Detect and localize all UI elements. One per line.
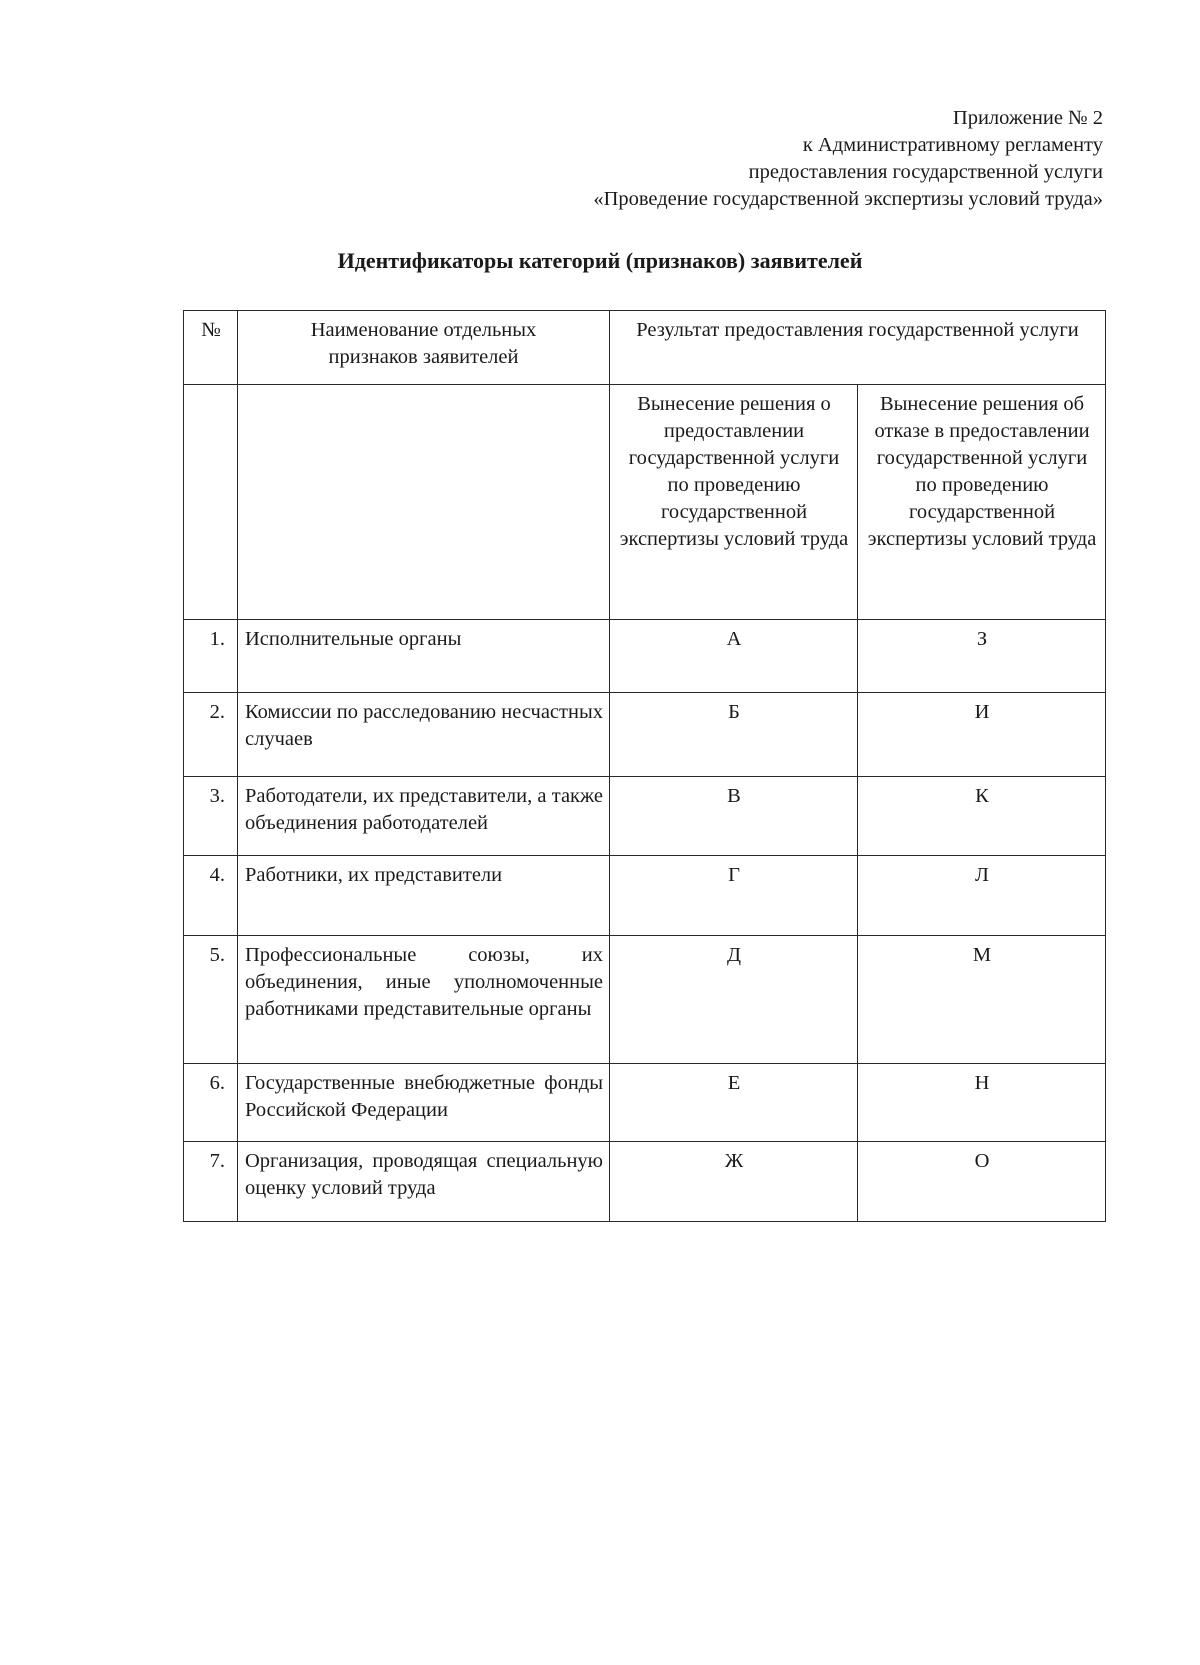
appendix-line: к Административному регламенту (802, 134, 1103, 156)
row-name: Государственные внебюджетные фонды Российской Федерации (238, 1064, 610, 1142)
row-name: Исполнительные органы (238, 620, 610, 693)
row-negative-code: И (858, 693, 1106, 777)
row-positive-code: Д (610, 936, 858, 1064)
table-row (184, 936, 1106, 1064)
row-num: 1. (184, 620, 238, 693)
row-negative-code: К (858, 777, 1106, 856)
row-negative-code: О (858, 1142, 1106, 1222)
identifiers-table (183, 310, 1106, 1222)
table-subheader-row (184, 385, 1106, 620)
row-positive-code: Б (610, 693, 858, 777)
subheader-empty-num (184, 385, 238, 620)
row-num: 6. (184, 1064, 238, 1142)
table-row (184, 693, 1106, 777)
row-name: Комиссии по расследованию несчастных случаев (238, 693, 610, 777)
header-result: Результат предоставления государственной услуги (610, 311, 1106, 385)
row-negative-code: Н (858, 1064, 1106, 1142)
row-num: 2. (184, 693, 238, 777)
appendix-header (403, 105, 1103, 213)
table-row (184, 620, 1106, 693)
row-positive-code: Ж (610, 1142, 858, 1222)
subheader-empty-name (238, 385, 610, 620)
header-negative: Вынесение решения об отказе в предоставлении государственной услуги по проведению государственной экспертизы условий труда (858, 385, 1106, 620)
row-num: 7. (184, 1142, 238, 1222)
table-row (184, 856, 1106, 936)
row-name: Профессиональные союзы, их объединения, иные уполномоченные работниками представительные органы (238, 936, 610, 1064)
table-header-row (184, 311, 1106, 385)
header-positive: Вынесение решения о предоставлении государственной услуги по проведению государственной экспертизы условий труда (610, 385, 858, 620)
row-positive-code: Е (610, 1064, 858, 1142)
header-name: Наименование отдельных признаков заявителей (238, 311, 610, 385)
row-name: Работодатели, их представители, а также объединения работодателей (238, 777, 610, 856)
row-negative-code: Л (858, 856, 1106, 936)
table-row (184, 777, 1106, 856)
table-row (184, 1142, 1106, 1222)
row-positive-code: В (610, 777, 858, 856)
row-num: 4. (184, 856, 238, 936)
table-row (184, 1064, 1106, 1142)
appendix-line: Приложение № 2 (952, 107, 1103, 129)
row-num: 3. (184, 777, 238, 856)
appendix-line: «Проведение государственной экспертизы условий труда» (593, 188, 1103, 210)
row-name: Работники, их представители (238, 856, 610, 936)
header-num: № (184, 311, 238, 385)
row-positive-code: Г (610, 856, 858, 936)
row-num: 5. (184, 936, 238, 1064)
row-name: Организация, проводящая специальную оценку условий труда (238, 1142, 610, 1222)
row-negative-code: М (858, 936, 1106, 1064)
row-negative-code: З (858, 620, 1106, 693)
document-title: Идентификаторы категорий (признаков) заявителей (337, 248, 863, 273)
row-positive-code: А (610, 620, 858, 693)
appendix-line: предоставления государственной услуги (748, 161, 1103, 183)
